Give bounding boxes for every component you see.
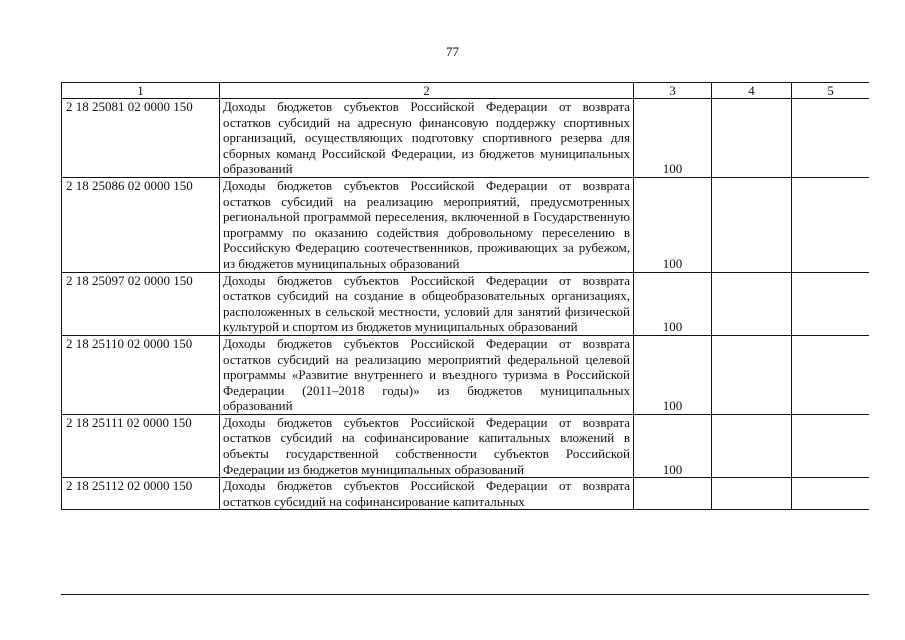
table-header	[62, 83, 870, 99]
budget-table-container	[61, 82, 869, 595]
header-col-3: 3	[634, 83, 712, 99]
row-col-3: 100	[634, 272, 712, 335]
row-col-4	[712, 99, 792, 178]
header-col-2: 2	[220, 83, 634, 99]
row-description: Доходы бюджетов субъектов Российской Федерации от возврата остатков субсидий на реализацию мероприятий, предусмотренных региональной программой переселения, включенной в Государственную программу по оказанию содействия добровольному переселению в Российскую Федерацию соотечественников, проживающих за рубежом, из бюджетов муниципальных образований	[220, 177, 634, 272]
table-body	[62, 99, 870, 510]
header-col-5: 5	[792, 83, 870, 99]
row-code: 2 18 25110 02 0000 150	[62, 335, 220, 414]
table-row	[62, 478, 870, 510]
table-row	[62, 272, 870, 335]
page-number: 77	[446, 44, 459, 59]
row-code: 2 18 25112 02 0000 150	[62, 478, 220, 510]
row-col-3: 100	[634, 177, 712, 272]
row-code: 2 18 25111 02 0000 150	[62, 414, 220, 477]
row-col-5	[792, 272, 870, 335]
row-col-4	[712, 478, 792, 510]
table-row	[62, 335, 870, 414]
row-col-5	[792, 478, 870, 510]
row-description: Доходы бюджетов субъектов Российской Федерации от возврата остатков субсидий на реализацию мероприятий федеральной целевой программы «Развитие внутреннего и въездного туризма в Российской Федерации (2011–2018 годы)» из бюджетов муниципальных образований	[220, 335, 634, 414]
budget-table	[61, 82, 869, 510]
row-col-4	[712, 414, 792, 477]
row-code: 2 18 25097 02 0000 150	[62, 272, 220, 335]
row-description: Доходы бюджетов субъектов Российской Федерации от возврата остатков субсидий на софинансирование капитальных вложений в объекты государственной собственности субъектов Российской Федерации из бюджетов муниципальных образований	[220, 414, 634, 477]
table-row	[62, 414, 870, 477]
row-col-4	[712, 272, 792, 335]
row-description: Доходы бюджетов субъектов Российской Федерации от возврата остатков субсидий на софинансирование капитальных	[220, 478, 634, 510]
row-col-4	[712, 335, 792, 414]
row-col-3: 100	[634, 414, 712, 477]
row-col-5	[792, 335, 870, 414]
row-description: Доходы бюджетов субъектов Российской Федерации от возврата остатков субсидий на создание в общеобразовательных организациях, расположенных в сельской местности, условий для занятий физической культурой и спортом из бюджетов муниципальных образований	[220, 272, 634, 335]
row-col-5	[792, 177, 870, 272]
header-col-1: 1	[62, 83, 220, 99]
header-col-4: 4	[712, 83, 792, 99]
header-row	[62, 83, 870, 99]
row-col-3: 100	[634, 99, 712, 178]
row-col-4	[712, 177, 792, 272]
row-col-3	[634, 478, 712, 510]
row-description: Доходы бюджетов субъектов Российской Федерации от возврата остатков субсидий на адресную финансовую поддержку спортивных организаций, осуществляющих подготовку спортивного резерва для сборных команд Российской Федерации, из бюджетов муниципальных образований	[220, 99, 634, 178]
table-row	[62, 99, 870, 178]
row-col-5	[792, 99, 870, 178]
table-row	[62, 177, 870, 272]
row-code: 2 18 25081 02 0000 150	[62, 99, 220, 178]
row-code: 2 18 25086 02 0000 150	[62, 177, 220, 272]
row-col-5	[792, 414, 870, 477]
row-col-3: 100	[634, 335, 712, 414]
